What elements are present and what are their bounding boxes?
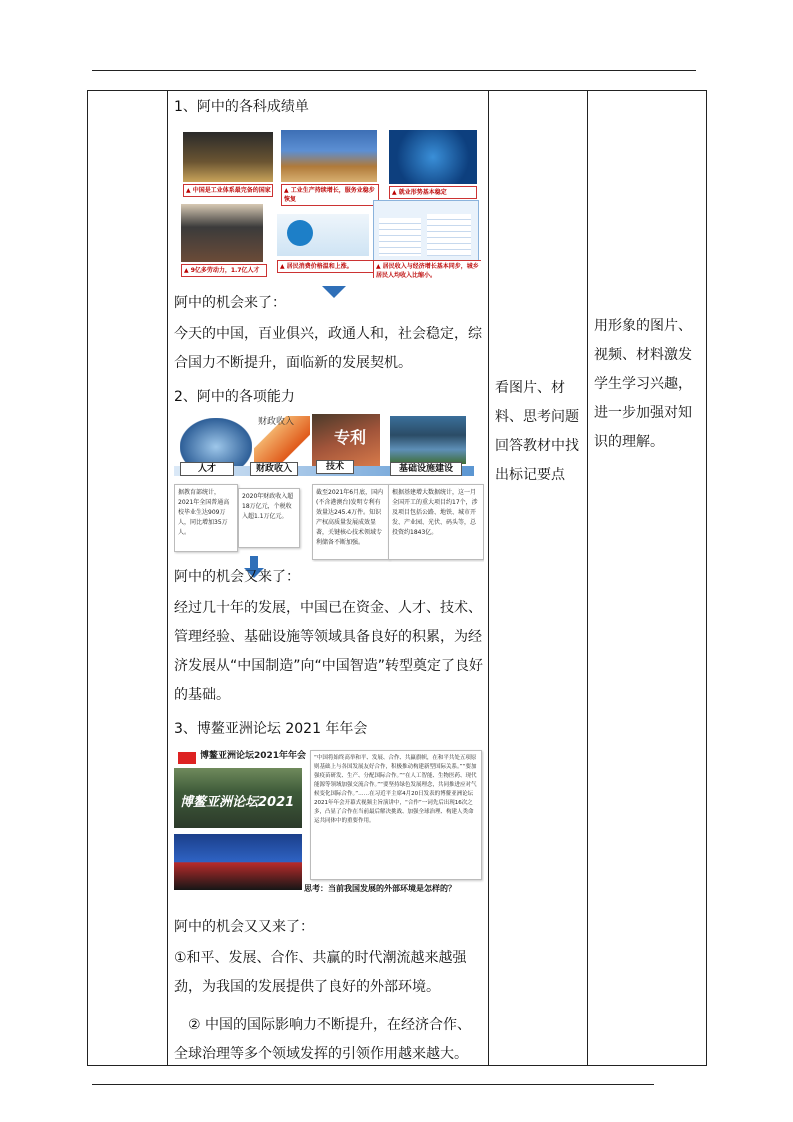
industry-photo	[183, 132, 273, 182]
table-col-line-2	[167, 90, 168, 1065]
patent-label: 专利	[334, 428, 367, 447]
section1-opportunity-text: 今天的中国，百业俱兴，政通人和，社会稳定，综合国力不断提升，面临新的发展契机。	[174, 326, 482, 371]
talent-illustration	[180, 418, 252, 466]
tag-talent: 人才	[180, 462, 234, 476]
note-finance: 2020年财政收入超18万亿元，个税收入超1.1万亿元。	[238, 488, 300, 548]
caption-employment: ▲ 就业形势基本稳定	[389, 186, 477, 199]
section3-point-1: ①和平、发展、合作、共赢的时代潮流越来越强劲，为我国的发展提供了良好的外部环境。	[174, 950, 467, 995]
section2-opportunity-text: 经过几十年的发展，中国已在资金、人才、技术、管理经验、基础设施等领域具备良好的积累，为经济发展从“中国制造”向“中国智造”转型奠定了良好的基础。	[174, 600, 484, 703]
boao-banner-title: 博鳌亚洲论坛2021年年会	[200, 751, 307, 761]
boao-photo-text: 博鳌亚洲论坛2021	[180, 795, 295, 810]
tag-technology: 技术	[316, 460, 354, 474]
caption-labor: ▲ 9亿多劳动力，1.7亿人才	[181, 264, 267, 277]
section1-opportunity-title: 阿中的机会来了：	[174, 295, 286, 311]
scores-figure	[177, 128, 481, 278]
party-flag-icon	[178, 752, 196, 764]
table-top-border	[87, 90, 707, 91]
income-table	[379, 218, 421, 256]
abilities-figure	[174, 412, 484, 562]
infrastructure-photo	[390, 416, 466, 464]
caption-income: ▲ 居民收入与经济增长基本同步，城乡居民人均收入比缩小。	[373, 260, 481, 278]
boao-photo-2	[174, 834, 302, 890]
labor-photo	[181, 204, 263, 262]
finance-label: 财政收入	[258, 417, 295, 427]
down-arrow-icon	[322, 286, 346, 298]
tag-finance: 财政收入	[250, 462, 298, 476]
table-col-line-4	[587, 90, 588, 1065]
section3-point-2: ② 中国的国际影响力不断提升，在经济合作、全球治理等多个领域发挥的引领作用越来越大。	[174, 1017, 471, 1062]
caption-consumption: ▲ 居民消费价格温和上涨。	[277, 260, 375, 273]
caption-industry: ▲ 中国是工业体系最完备的国家	[183, 184, 273, 197]
note-technology: 截至2021年6月底，国内(不含港澳台)发明专利有效量达245.4万件。知识产权高质量发展成效显著，关键核心技术领域专利储备不断加强。	[312, 484, 390, 560]
boao-figure	[174, 746, 484, 902]
section3-heading: 3、博鳌亚洲论坛 2021 年年会	[174, 721, 368, 737]
boao-quote: “中国将始终高举和平、发展、合作、共赢旗帜，在和平共处五项原则基础上与各国发展友好合作，积极推动构建新型国际关系。”“要加强疫苗研发、生产、分配国际合作。”“在人工智能、生物医药、现代能源等领域加强交流合作。”“要坚持绿色发展理念，共同推进应对气候变化国际合作。”……在习近平主席4月20日发表的博鳌亚洲论坛2021年年会开幕式视频主旨演讲中，“合作”一词先后出现16次之多，凸显了合作在当前最后解决挑战、加强全球治理、构建人类命运共同体中的重要作用。	[310, 750, 482, 880]
table-col-line-5	[706, 90, 707, 1065]
student-activity-text: 看图片、材料、思考问题回答教材中找出标记要点	[495, 380, 579, 483]
note-talent: 据教育部统计，2021年全国普通高校毕业生达909万人，同比增加35万人。	[174, 484, 238, 552]
footer-rule	[92, 1084, 654, 1085]
section1-heading: 1、阿中的各科成绩单	[174, 99, 309, 115]
income-table-2	[427, 214, 471, 256]
tag-infrastructure: 基础设施建设	[390, 462, 462, 476]
boao-question: 思考：当前我国发展的外部环境是怎样的？	[304, 884, 456, 893]
section2-opportunity-title: 阿中的机会又来了：	[174, 569, 300, 585]
factory-photo	[281, 130, 377, 182]
table-col-line-1	[87, 90, 88, 1065]
section2-heading: 2、阿中的各项能力	[174, 389, 295, 405]
header-rule	[92, 70, 696, 71]
note-infrastructure: 根据基建增大数据统计，这一月全国开工的重大项目约17个，涉及项目包括公路、地铁、城市开发、产业园、光伏、码头等，总投资约1843亿。	[388, 484, 484, 560]
consumption-gauge	[287, 220, 313, 246]
design-intent-text: 用形象的图片、视频、材料激发学生学习兴趣，进一步加强对知识的理解。	[594, 318, 692, 450]
caption-production: ▲ 工业生产持续增长，服务业稳步恢复	[281, 184, 379, 206]
section3-opportunity-title: 阿中的机会又又来了：	[174, 919, 314, 935]
employment-photo	[389, 130, 477, 184]
table-col-line-3	[488, 90, 489, 1065]
